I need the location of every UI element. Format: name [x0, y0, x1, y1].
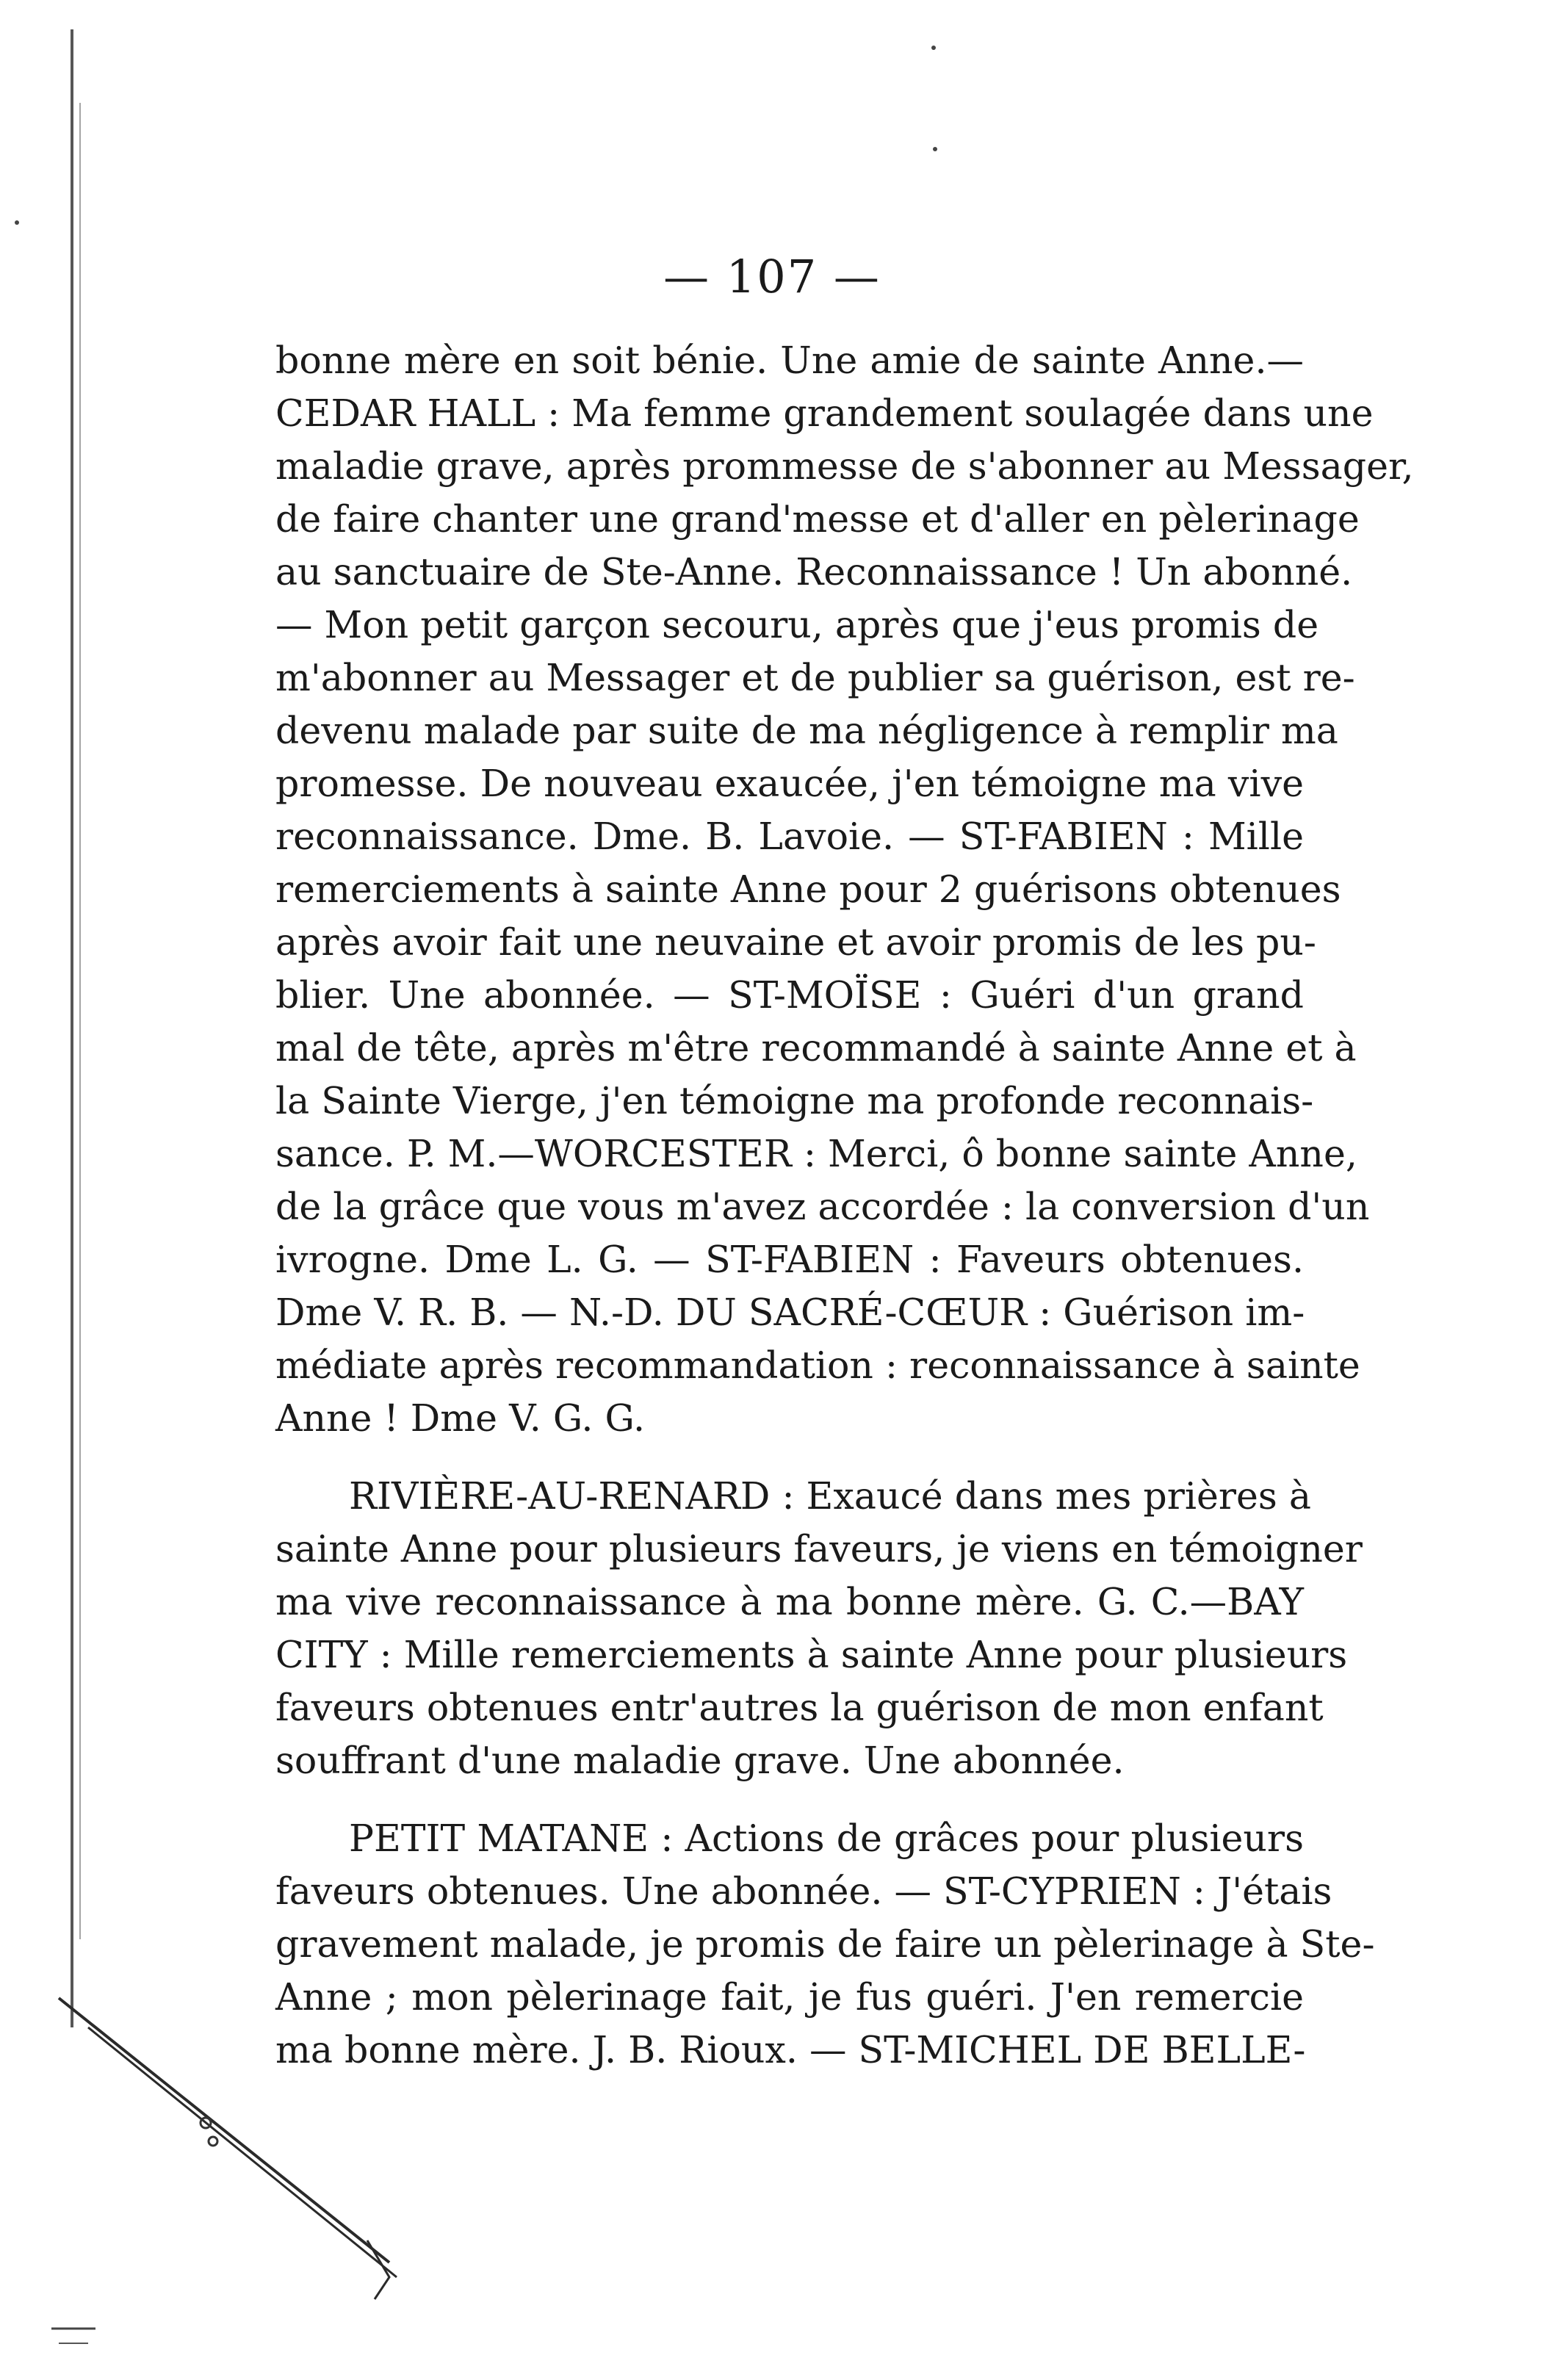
text-line: ivrogne. Dme L. G. — ST-FABIEN : Faveurs obtenues. [275, 1238, 1304, 1281]
text-line: blier. Une abonnée. — ST-MOÏSE : Guéri d'un grand [275, 973, 1304, 1017]
text-line: reconnaissance. Dme. B. Lavoie. — ST-FABIEN : Mille [275, 815, 1304, 858]
text-line: maladie grave, après prommesse de s'abonner au Messager, [275, 444, 1414, 488]
text-line: médiate après recommandation : reconnaissance à sainte [275, 1344, 1360, 1387]
text-line: promesse. De nouveau exaucée, j'en témoigne ma vive [275, 762, 1304, 805]
text-line: PETIT MATANE : Actions de grâces pour plusieurs [349, 1817, 1304, 1860]
binding-edge-line [71, 29, 73, 2027]
text-line: faveurs obtenues. Une abonnée. — ST-CYPRIEN : J'étais [275, 1869, 1332, 1913]
binding-edge-shadow [79, 103, 81, 1939]
page-fold-marks [44, 1983, 426, 2380]
text-line: Dme V. R. B. — N.-D. DU SACRÉ-CŒUR : Guérison im- [275, 1291, 1305, 1334]
text-line: faveurs obtenues entr'autres la guérison de mon enfant [275, 1686, 1324, 1729]
page-number: — 107 — [663, 250, 881, 303]
text-line: la Sainte Vierge, j'en témoigne ma profonde reconnais- [275, 1079, 1314, 1122]
paper-speck [933, 147, 937, 151]
text-line: devenu malade par suite de ma négligence à remplir ma [275, 709, 1338, 752]
text-line: de la grâce que vous m'avez accordée : la conversion d'un [275, 1185, 1370, 1228]
paper-speck [15, 220, 19, 225]
text-line: sainte Anne pour plusieurs faveurs, je viens en témoigner [275, 1527, 1363, 1571]
text-line: bonne mère en soit bénie. Une amie de sainte Anne.— [275, 339, 1304, 382]
text-line: au sanctuaire de Ste-Anne. Reconnaissance ! Un abonné. [275, 550, 1353, 594]
paragraph-3 [275, 1812, 1375, 2077]
text-line: Anne ! Dme V. G. G. [275, 1396, 646, 1440]
text-line: après avoir fait une neuvaine et avoir promis de les pu- [275, 920, 1316, 964]
text-line: mal de tête, après m'être recommandé à sainte Anne et à [275, 1026, 1357, 1070]
text-line: ma bonne mère. J. B. Rioux. — ST-MICHEL DE BELLE- [275, 2028, 1306, 2071]
text-line: gravement malade, je promis de faire un pèlerinage à Ste- [275, 1922, 1375, 1966]
text-line: CITY : Mille remerciements à sainte Anne pour plusieurs [275, 1633, 1348, 1676]
text-line: souffrant d'une maladie grave. Une abonnée. [275, 1739, 1125, 1782]
text-line: remerciements à sainte Anne pour 2 guérisons obtenues [275, 868, 1341, 911]
text-line: CEDAR HALL : Ma femme grandement soulagée dans une [275, 392, 1374, 435]
text-line: sance. P. M.—WORCESTER : Merci, ô bonne sainte Anne, [275, 1132, 1357, 1175]
text-line: ma vive reconnaissance à ma bonne mère. G. C.—BAY [275, 1580, 1304, 1623]
paragraph-2 [275, 1470, 1363, 1787]
text-line: RIVIÈRE-AU-RENARD : Exaucé dans mes prières à [349, 1474, 1311, 1518]
text-line: de faire chanter une grand'messe et d'aller en pèlerinage [275, 497, 1360, 541]
paper-speck [931, 46, 936, 50]
paragraph-1 [275, 334, 1414, 1445]
text-line: — Mon petit garçon secouru, après que j'eus promis de [275, 603, 1319, 646]
text-line: Anne ; mon pèlerinage fait, je fus guéri. J'en remercie [275, 1975, 1304, 2019]
page-body [275, 334, 1414, 2102]
text-line: m'abonner au Messager et de publier sa guérison, est re- [275, 656, 1355, 699]
